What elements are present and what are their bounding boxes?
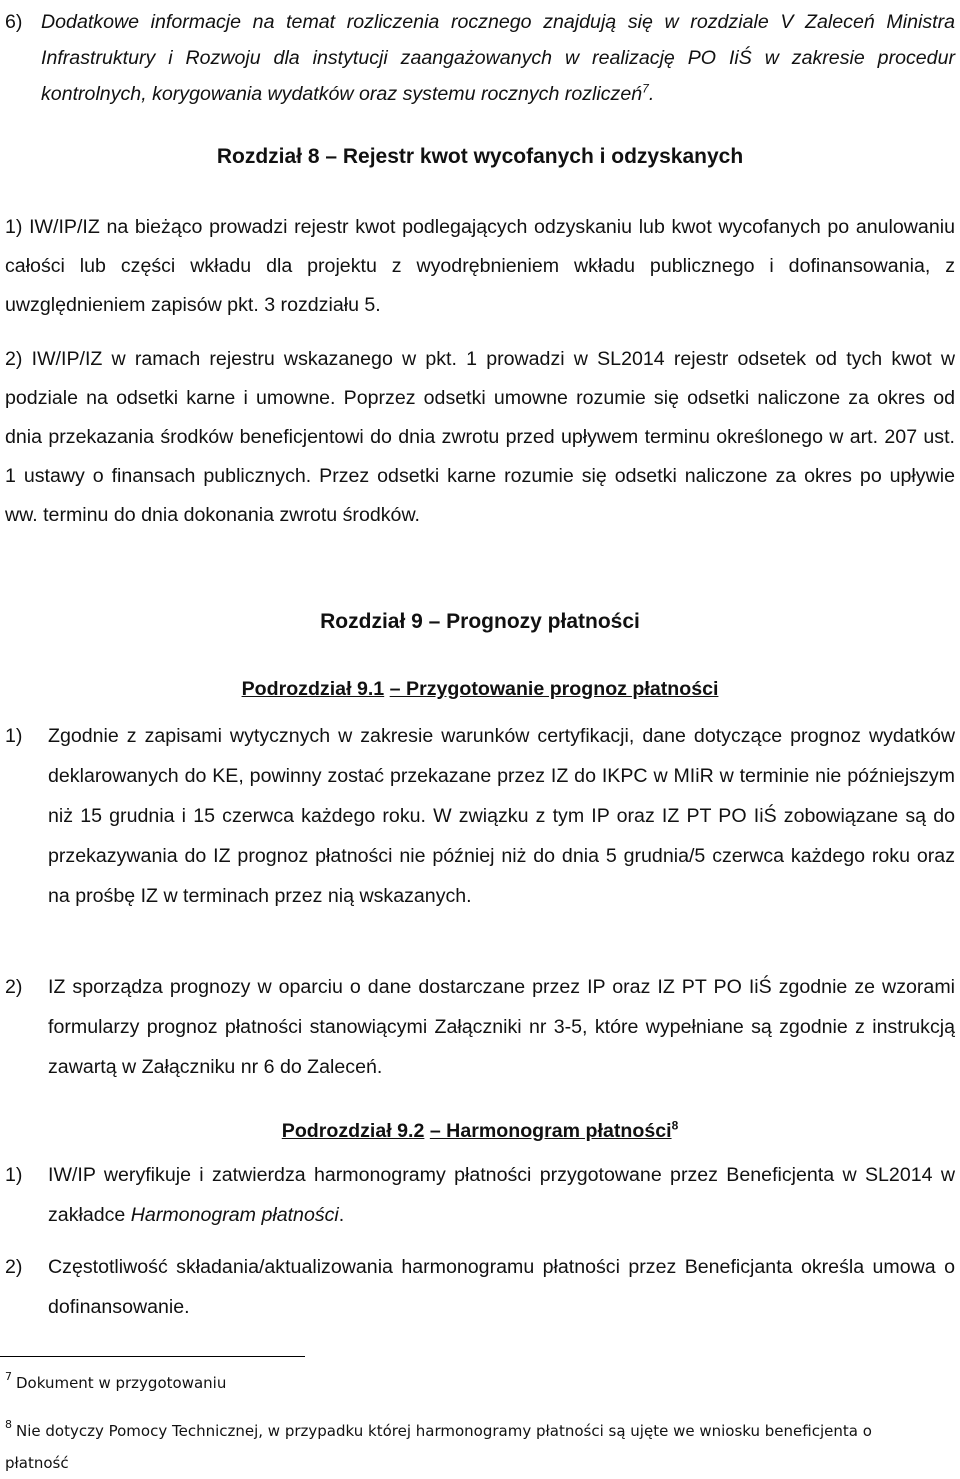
footnote-ref: 7 <box>642 81 649 96</box>
subchapter-9-1-item-2: IZ sporządza prognozy w oparciu o dane dostarczane przez IP oraz IZ PT PO IiŚ zgodnie ze wzorami formularzy prognoz płatności stanowiącymi Załączniki nr 3-5, które wypełniane są zgodnie z instrukcją zawartą w Załączniku nr 6 do Zaleceń. <box>48 976 955 1078</box>
subchapter-9-2-item-2: Częstotliwość składania/aktualizowania harmonogramu płatności przez Beneficjanta określa umowa o dofinansowanie. <box>48 1256 955 1318</box>
chapter-9-heading: Rozdział 9 – Prognozy płatności <box>320 610 640 633</box>
chapter-8-heading: Rozdział 8 – Rejestr kwot wycofanych i odzyskanych <box>216 145 744 168</box>
footnote-7 <box>5 1368 905 1400</box>
list-number: 2) <box>5 1256 23 1278</box>
italic-term: Harmonogram płatności <box>130 1204 339 1226</box>
footnote-text: Dokument w przygotowaniu <box>16 1374 227 1392</box>
list-number: 2) <box>5 348 23 370</box>
subchapter-9-1-heading <box>0 678 960 701</box>
list-item-text: IW/IP/IZ na bieżąco prowadzi rejestr kwot podlegających odzyskaniu lub kwot wycofanych po anulowaniu całości lub części wkładu dla projektu z wyodrębnieniem wkładu publicznego i dofinansowania, z uwzględnieniem zapisów pkt. 3 rozdziału 5. <box>5 216 955 316</box>
footnote-ref: 8 <box>671 1118 679 1133</box>
intro-text: Dodatkowe informacje na temat rozliczenia rocznego znajdują się w rozdziale V Zaleceń Ministra Infrastruktury i Rozwoju dla instytucji zaangażowanych w realizację PO IiŚ w zakresie procedur kontrolnych, korygowania wydatków oraz systemu rocznych rozliczeń <box>41 11 955 105</box>
footnote-mark: 7 <box>5 1370 12 1383</box>
chapter-8-item-2 <box>5 340 955 535</box>
subchapter-9-1-item-1: Zgodnie z zapisami wytycznych w zakresie warunków certyfikacji, dane dotyczące prognoz wydatków deklarowanych do KE, powinny zostać przekazane przez IZ do IKPC w MIiR w terminie nie późniejszym niż 15 grudnia i 15 czerwca każdego roku. W związku z tym IP oraz IZ PT PO IiŚ zobowiązane są do przekazywania do IZ prognoz płatności nie później niż do dnia 5 grudnia/5 czerwca każdego roku oraz na prośbę IZ w terminach przez nią wskazanych. <box>48 725 955 907</box>
subchapter-label: Podrozdział 9.1 <box>241 678 385 700</box>
list-number: 1) <box>5 725 23 747</box>
footnote-8 <box>5 1416 905 1479</box>
list-number: 1) <box>5 216 23 238</box>
footnote-text: Nie dotyczy Pomocy Technicznej, w przypadku której harmonogramy płatności są ujęte we wniosku beneficjenta o płatność <box>5 1422 872 1472</box>
footnote-separator <box>0 1356 305 1357</box>
subchapter-label: Podrozdział 9.2 <box>281 1120 425 1142</box>
subchapter-9-2-item-1: IW/IP weryfikuje i zatwierdza harmonogramy płatności przygotowane przez Beneficjenta w SL2014 w zakładce Harmonogram płatności. <box>48 1164 955 1226</box>
list-number: 1) <box>5 1164 23 1186</box>
list-item-text: IW/IP/IZ w ramach rejestru wskazanego w pkt. 1 prowadzi w SL2014 rejestr odsetek od tych kwot w podziale na odsetki karne i umowne. Poprzez odsetki umowne rozumie się odsetki naliczone za okres od dnia przekazania środków beneficjentowi do dnia zwrotu przed upływem terminu określonego w art. 207 ust. 1 ustawy o finansach publicznych. Przez odsetki karne rozumie się odsetki naliczone za okres po upływie ww. terminu do dnia dokonania zwrotu środków. <box>5 348 955 526</box>
subchapter-9-2-heading <box>0 1120 960 1143</box>
list-number: 2) <box>5 976 23 998</box>
list-number: 6) <box>5 11 23 33</box>
chapter-8-item-1 <box>5 208 955 325</box>
intro-paragraph: Dodatkowe informacje na temat rozliczenia rocznego znajdują się w rozdziale V Zaleceń Ministra Infrastruktury i Rozwoju dla instytucji zaangażowanych w realizację PO IiŚ w zakresie procedur kontrolnych, korygowania wydatków oraz systemu rocznych rozliczeń$^7$. <box>41 11 955 105</box>
subchapter-title: – Harmonogram płatności <box>429 1120 672 1142</box>
footnote-mark: 8 <box>5 1418 12 1431</box>
subchapter-title: – Przygotowanie prognoz płatności <box>389 678 719 700</box>
